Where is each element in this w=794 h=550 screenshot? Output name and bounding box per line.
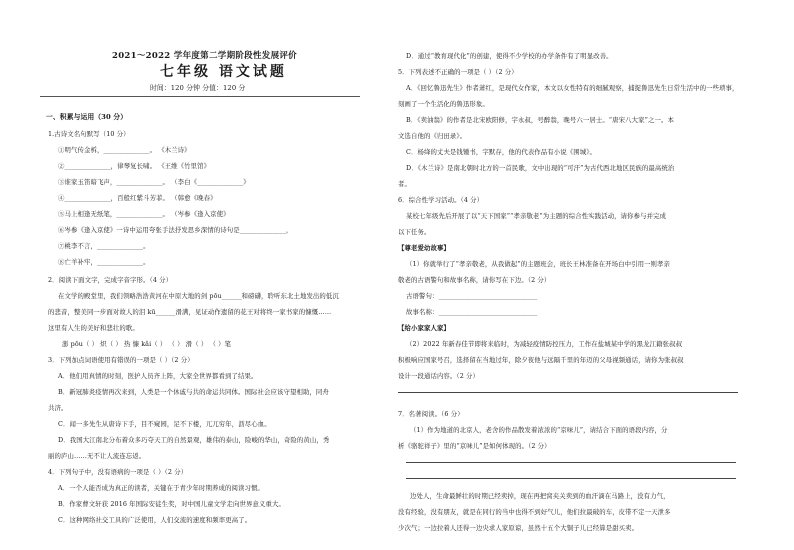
question-2: 2．阅读下面文字，完成字音字形。（4 分） bbox=[48, 276, 173, 284]
q5-option-a-cont: 刻画了一个生活化的鲁迅形象。 bbox=[398, 100, 489, 108]
q1-line-8: ⑧亡羊补牢，______________。 bbox=[58, 258, 150, 266]
q7-passage-2: 没有经验，没有朋友，就是在同行的当中也得不到好气儿，他们拉最破的车，皮带不定一天泄多 bbox=[398, 508, 671, 516]
exam-subject-title: 七年级 语文试题 bbox=[160, 64, 287, 80]
q6-subheading-1: 【尊老爱幼故事】 bbox=[398, 244, 450, 252]
q3-option-d: D．我国大江南北分布着众多巧夺天工的自然景观，雄伟的泰山，险峻的华山，奇险的黄山，秀 bbox=[58, 436, 330, 444]
exam-time-score: 时间：120 分钟 分值：120 分 bbox=[150, 84, 246, 92]
q7-passage-1: 边处人，生命最鲜壮的时期已经卖掉，现在再把窝夹关卖到的血汗滴在马路上，没有力气， bbox=[410, 492, 670, 500]
q6-task-2-end: 设计一段通话内容。（2 分） bbox=[398, 372, 479, 380]
q1-line-5: ⑤马上相逢无纸笔，______________。 （岑参《逢入京使》 bbox=[58, 210, 230, 218]
q3-option-a: A．他们用真情的时刻，医护人员齐上阵，大家全世界都看到了结果。 bbox=[58, 372, 258, 380]
question-7: 7．名著阅读。（6 分） bbox=[398, 410, 464, 418]
q3-option-b: B．新冠肺炎疫情再次来到，人类是一个休戚与共的命运共同体。国际社会应该守望相助，同舟 bbox=[58, 388, 329, 396]
q1-line-7: ⑦桃李不言，______________。 bbox=[58, 242, 150, 250]
q1-line-6: ⑥岑参《逢入京使》一诗中运用夸张手法抒发思乡深情的诗句是______________， bbox=[58, 226, 293, 234]
q2-passage-3: 这里有人生的美好和悲壮的歌。 bbox=[48, 324, 139, 332]
q5-option-b-cont: 文选自他的《归田录》。 bbox=[398, 132, 467, 140]
q6-intro-2: 以下任务。 bbox=[398, 228, 431, 236]
exam-header-title: 2021～2022 学年度第二学期阶段性发展评价 bbox=[112, 51, 297, 61]
q1-line-4: ④______________，百般红紫斗芳菲。 （韩愈《晚春》 bbox=[58, 194, 217, 202]
q7-passage-3: 少次气；一边拉着人还得一边央求人家原谅，虽然十五个大铜子儿已经算是甜买卖。 bbox=[398, 524, 639, 532]
q4-option-a: A．一个人能否成为真正的读者，关键在于青少年时期养成的阅读习惯。 bbox=[58, 484, 264, 492]
q5-option-d-cont: 者。 bbox=[398, 180, 411, 188]
q5-option-a: A．《回忆鲁迅先生》作者萧红，是现代女作家，本文以女性特有的细腻观察，捕捉鲁迅先生日常生活中的一些琐事， bbox=[406, 84, 739, 92]
q2-blanks: 澎 pōu（ ） 炽（ ） 热 慷 kǎi（ ） （ ） 滑（ ） （ ）笔 bbox=[62, 340, 232, 348]
q7-task-1: （1）作为地道的北京人，老舍的作品散发着浓浓的“京味儿”，请结合下面的语段内容，分 bbox=[410, 426, 668, 434]
q4-option-c: C．这种网络社交工具的广泛使用，人们交流的速度和频率更高了。 bbox=[58, 516, 252, 524]
question-6: 6．综合性学习活动。（4 分） bbox=[398, 196, 484, 204]
answer-line bbox=[406, 462, 736, 463]
q5-option-d: D．《木兰诗》是南北朝时北方的一首民歌，文中出现的“可汗”为古代西北地区民族的最高统治 bbox=[406, 164, 675, 172]
right-column bbox=[398, 0, 748, 550]
q4-option-b: B．作家曹文轩获 2016 年国际安徒生奖，对中国儿童文学走向世界意义重大。 bbox=[58, 500, 285, 508]
q2-passage-1: 在文学的殿堂里，我们领略浩浩黄河在中原大地的剑 pōu______和磅礴，聆听东北土地发出的低沉 bbox=[58, 292, 339, 300]
question-1: 1.古诗文名句默写（10 分） bbox=[48, 130, 130, 138]
q6-intro-1: 某校七年级先后开展了以“天下国家”“孝亲敬老”为主题的综合性实践活动，请你参与并完成 bbox=[406, 212, 667, 220]
q3-option-b-cont: 共济。 bbox=[48, 404, 68, 412]
q2-passage-2: 的悲音，整美同一步面对故人的泪 kū______滑满，见证动作遗留的花王对将终一家书家的慷慨…… bbox=[48, 308, 332, 316]
q3-option-c: C．闻一多先生从唐诗下手，目不窥园，足不下楼，兀兀穷年，沥尽心血。 bbox=[58, 420, 271, 428]
answer-line bbox=[406, 478, 736, 479]
q6-task-1-cont: 敬老的古语警句和故事名称，请你写在下边。（2 分） bbox=[398, 276, 551, 284]
q7-task-1-cont: 析《骆驼祥子》里的“京味儿”是如何体现的。（2 分） bbox=[398, 442, 551, 450]
answer-line bbox=[398, 392, 738, 393]
q6-answer-quote: 古语警句：______________________________ bbox=[406, 292, 538, 300]
header-divider bbox=[40, 96, 360, 97]
q1-line-2: ②______________，律琴复长啸。 《王维《竹里馆》 bbox=[58, 162, 211, 170]
q3-option-d-cont: 丽的庐山……无不让人流连忘返。 bbox=[48, 452, 146, 460]
q6-task-2: （2）2022 年新春佳节即将来临时，为减轻疫情防控压力，工作在盐城某中学的黑龙江籍张叔叔 bbox=[406, 340, 683, 348]
question-3: 3．下列加点词语使用有错误的一项是（ ）（2 分） bbox=[48, 356, 194, 364]
q5-option-c: C．杨绛的丈夫是钱锺书，字默存，他的代表作品有小说《围城》。 bbox=[406, 148, 597, 156]
question-5: 5．下列表述不正确的一项是（ ）（2 分） bbox=[398, 68, 518, 76]
q6-task-2-cont: 积极响应国家号召，选择留在当地过年，除夕夜他与远隔千里的年迈的父母视频通话，请你为张叔叔 bbox=[398, 356, 684, 364]
q6-answer-story: 故事名称：______________________________ bbox=[406, 308, 538, 316]
q1-line-3: ③谁家玉笛暗飞声，______________。 （李白《______________》 bbox=[58, 178, 250, 186]
question-4: 4．下列句子中，没有语病的一项是（ ）（2 分） bbox=[48, 468, 188, 476]
q4-option-d: D．通过“教育现代化”的创建，使得不少学校的办学条件有了明显改善。 bbox=[406, 52, 613, 60]
q1-line-1: ①明气传金柝，______________。 《木兰诗》 bbox=[58, 146, 191, 154]
q6-task-1: （1）你就举行了“孝亲敬老，从我做起”的主题班会，班长王林准备在开场白中引用一则孝亲 bbox=[406, 260, 671, 268]
q6-subheading-2: 【给小家家人家】 bbox=[398, 324, 450, 332]
section-heading: 一、积累与运用（30 分） bbox=[46, 113, 128, 121]
left-column bbox=[40, 0, 370, 550]
q5-option-b: B．《卖油翁》的作者是北宋欧阳修，字永叔，号醉翁，晚号六一居士。“唐宋八大家”之一。本 bbox=[406, 116, 674, 124]
